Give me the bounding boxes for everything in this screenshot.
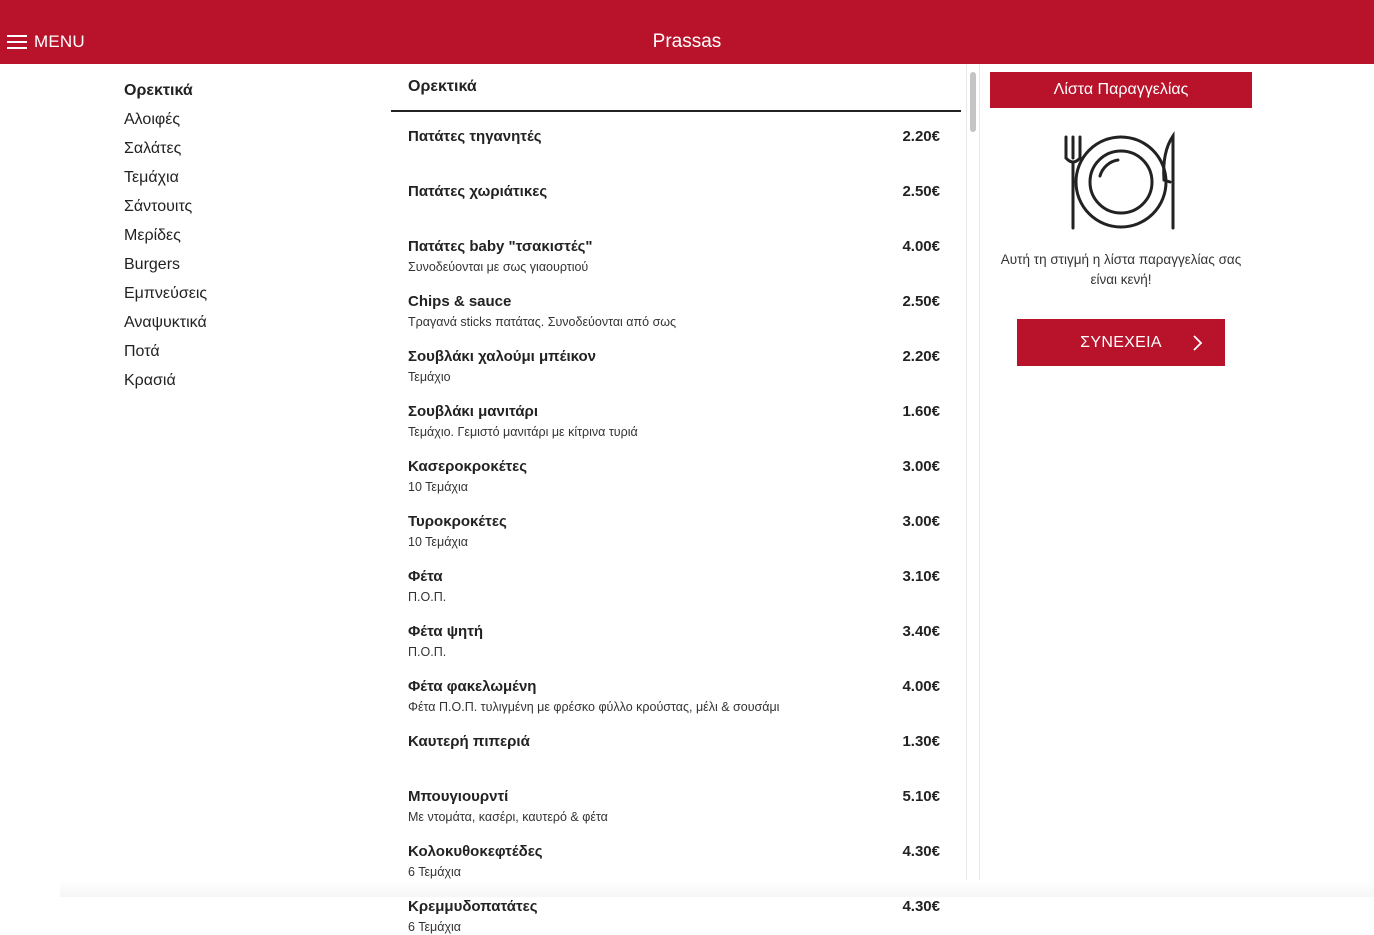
menu-item-description: Φέτα Π.Ο.Π. τυλιγμένη με φρέσκο φύλλο κρούστας, μέλι & σουσάμι <box>408 700 780 714</box>
category-item[interactable]: Burgers <box>124 256 181 273</box>
category-item[interactable]: Εμπνεύσεις <box>124 285 208 302</box>
menu-item-name: Κρεμμυδοπατάτες <box>408 898 538 915</box>
menu-item-name: Φέτα <box>408 568 443 585</box>
menu-label: MENU <box>34 32 85 51</box>
menu-item-price: 4.00€ <box>902 678 940 695</box>
menu-item-description: Τραγανά sticks πατάτας. Συνοδεύονται από σως <box>408 315 677 329</box>
category-item[interactable]: Αναψυκτικά <box>124 314 207 331</box>
menu-item-name: Πατάτες baby "τσακιστές" <box>408 238 593 255</box>
menu-item-description: Π.Ο.Π. <box>408 645 447 659</box>
order-list-header: Λίστα Παραγγελίας <box>990 72 1252 108</box>
category-nav <box>124 76 364 395</box>
menu-item[interactable] <box>408 733 940 751</box>
menu-item-description: 6 Τεμάχια <box>408 920 462 934</box>
menu-item[interactable] <box>408 513 940 550</box>
menu-item-description: Τεμάχιο <box>408 370 451 384</box>
category-item[interactable]: Κρασιά <box>124 372 176 389</box>
menu-item-name: Καυτερή πιπεριά <box>408 733 530 750</box>
menu-item-price: 5.10€ <box>902 788 940 805</box>
menu-item[interactable] <box>408 128 940 146</box>
section-divider <box>391 110 961 112</box>
menu-item[interactable] <box>408 788 940 825</box>
category-item[interactable]: Τεμάχια <box>124 169 179 186</box>
bottom-shadow <box>60 880 1374 897</box>
menu-item[interactable] <box>408 348 940 385</box>
category-item[interactable]: Μερίδες <box>124 227 181 244</box>
category-item[interactable]: Ορεκτικά <box>124 82 193 99</box>
category-item[interactable]: Αλοιφές <box>124 111 181 128</box>
category-item[interactable]: Ποτά <box>124 343 160 360</box>
menu-item-price: 2.50€ <box>902 293 940 310</box>
menu-item-name: Πατάτες χωριάτικες <box>408 183 548 200</box>
menu-item-name: Τυροκροκέτες <box>408 513 507 530</box>
menu-item[interactable] <box>408 293 940 330</box>
cutlery-plate-icon <box>1060 132 1182 232</box>
chevron-right-icon <box>1190 335 1204 351</box>
menu-item[interactable] <box>408 678 940 715</box>
menu-item-description: Με ντομάτα, κασέρι, καυτερό & φέτα <box>408 810 608 824</box>
menu-item-name: Chips & sauce <box>408 293 512 310</box>
menu-item-description: 10 Τεμάχια <box>408 480 468 494</box>
top-bar <box>0 0 1374 64</box>
empty-order-message: Αυτή τη στιγμή η λίστα παραγγελίας σας είναι κενή! <box>1000 252 1242 287</box>
menu-item-price: 4.30€ <box>902 898 940 915</box>
menu-item[interactable] <box>408 568 940 605</box>
continue-label: ΣΥΝΕΧΕΙΑ <box>1080 334 1162 351</box>
menu-item-price: 2.50€ <box>902 183 940 200</box>
menu-item-name: Φέτα φακελωμένη <box>408 678 537 695</box>
category-item[interactable]: Σαλάτες <box>124 140 182 157</box>
scrollbar-thumb[interactable] <box>970 72 976 132</box>
menu-list <box>391 64 961 934</box>
category-item[interactable]: Σάντουιτς <box>124 198 193 215</box>
menu-item-name: Φέτα ψητή <box>408 623 484 640</box>
menu-item-price: 3.00€ <box>902 513 940 530</box>
menu-item-name: Σουβλάκι χαλούμι μπέικον <box>408 348 596 365</box>
scrollbar[interactable] <box>966 64 980 897</box>
menu-item[interactable] <box>408 403 940 440</box>
menu-item-price: 4.30€ <box>902 843 940 860</box>
menu-item-description: 10 Τεμάχια <box>408 535 468 549</box>
menu-item[interactable] <box>408 458 940 495</box>
menu-item-price: 2.20€ <box>902 128 940 145</box>
menu-item-description: 6 Τεμάχια <box>408 865 462 879</box>
menu-item-description: Συνοδεύονται με σως γιαουρτιού <box>408 260 589 274</box>
brand-title: Prassas <box>652 31 722 52</box>
menu-item-name: Κολοκυθοκεφτέδες <box>408 843 543 860</box>
menu-item-price: 1.30€ <box>902 733 940 750</box>
menu-item-name: Κασεροκροκέτες <box>408 458 528 475</box>
menu-item[interactable] <box>408 623 940 660</box>
menu-item[interactable] <box>408 238 940 275</box>
menu-item[interactable] <box>408 183 940 201</box>
menu-item-price: 3.00€ <box>902 458 940 475</box>
menu-item-name: Πατάτες τηγανητές <box>408 128 542 145</box>
menu-item[interactable] <box>408 898 940 935</box>
menu-item-description: Τεμάχιο. Γεμιστό μανιτάρι με κίτρινα τυριά <box>408 425 638 439</box>
menu-item-name: Μπουγιουρντί <box>408 788 509 805</box>
menu-item-price: 3.10€ <box>902 568 940 585</box>
menu-item-description: Π.Ο.Π. <box>408 590 447 604</box>
menu-item-price: 2.20€ <box>902 348 940 365</box>
menu-item-name: Σουβλάκι μανιτάρι <box>408 403 538 420</box>
menu-item-price: 1.60€ <box>902 403 940 420</box>
menu-item-price: 3.40€ <box>902 623 940 640</box>
menu-item[interactable] <box>408 843 940 880</box>
menu-item-price: 4.00€ <box>902 238 940 255</box>
section-title: Ορεκτικά <box>408 78 477 95</box>
